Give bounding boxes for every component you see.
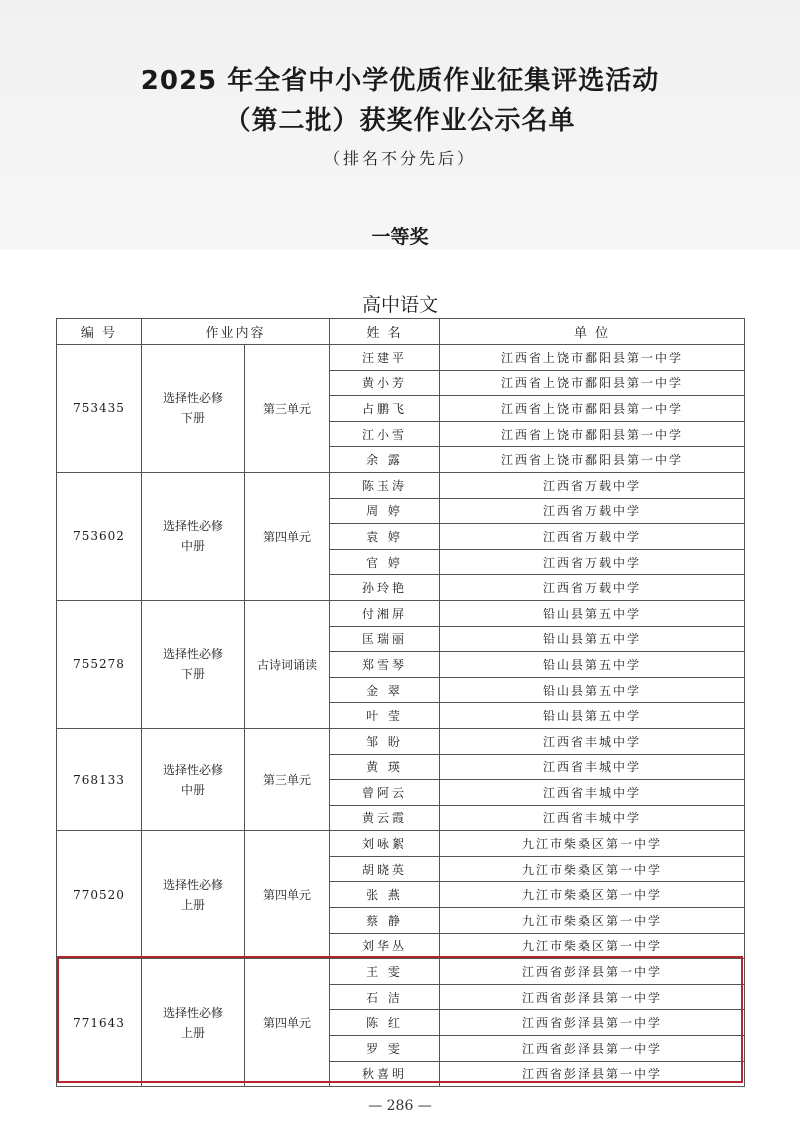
member-name: 张 燕 (330, 882, 440, 908)
member-name: 黄 瑛 (330, 754, 440, 780)
table-row (57, 959, 745, 985)
volume-line-2: 中册 (180, 782, 205, 797)
member-organization: 九江市柴桑区第一中学 (440, 856, 745, 882)
member-organization: 九江市柴桑区第一中学 (440, 933, 745, 959)
member-organization: 铅山县第五中学 (440, 703, 745, 729)
volume-line-2: 上册 (180, 1025, 205, 1040)
member-name: 付湘屏 (330, 600, 440, 626)
volume-line-1: 选择性必修 (162, 391, 223, 406)
member-name: 秋喜明 (330, 1061, 440, 1087)
document-title-line-2: （第二批）获奖作业公示名单 (224, 106, 576, 136)
award-table (56, 318, 745, 1087)
entry-unit-topic: 第三单元 (245, 728, 330, 830)
table-row (57, 345, 745, 371)
member-organization: 江西省万载中学 (440, 472, 745, 498)
member-name: 黄云霞 (330, 805, 440, 831)
table-row (57, 831, 745, 857)
member-organization: 江西省丰城中学 (440, 780, 745, 806)
entry-code: 770520 (57, 831, 142, 959)
member-name: 刘咏絮 (330, 831, 440, 857)
header-content: 作业内容 (142, 319, 330, 345)
member-name: 余 露 (330, 447, 440, 473)
member-organization: 江西省万载中学 (440, 575, 745, 601)
table-body (57, 345, 745, 1087)
member-organization: 江西省上饶市鄱阳县第一中学 (440, 345, 745, 371)
award-level-heading: 一等奖 (371, 226, 429, 248)
member-name: 周 婷 (330, 498, 440, 524)
member-organization: 江西省彭泽县第一中学 (440, 1010, 745, 1036)
table-row (57, 728, 745, 754)
entry-code: 753602 (57, 472, 142, 600)
entry-unit-topic: 第四单元 (245, 472, 330, 600)
table-header-row (57, 319, 745, 345)
volume-line-1: 选择性必修 (162, 762, 223, 777)
volume-line-2: 下册 (180, 411, 205, 426)
member-name: 官 婷 (330, 549, 440, 575)
volume-line-1: 选择性必修 (162, 1005, 223, 1020)
member-name: 陈玉涛 (330, 472, 440, 498)
member-organization: 江西省万载中学 (440, 524, 745, 550)
member-name: 占鹏飞 (330, 396, 440, 422)
header-unit: 单 位 (440, 319, 745, 345)
volume-line-1: 选择性必修 (162, 877, 223, 892)
volume-line-2: 中册 (180, 539, 205, 554)
member-organization: 江西省上饶市鄱阳县第一中学 (440, 396, 745, 422)
volume-line-1: 选择性必修 (162, 647, 223, 662)
entry-code: 768133 (57, 728, 142, 830)
member-name: 石 洁 (330, 984, 440, 1010)
volume-line-2: 上册 (180, 897, 205, 912)
subject-heading: 高中语文 (361, 294, 438, 316)
member-organization: 铅山县第五中学 (440, 652, 745, 678)
member-name: 汪建平 (330, 345, 440, 371)
member-name: 匡瑞丽 (330, 626, 440, 652)
ranking-note: （排名不分先后） (323, 149, 476, 168)
member-organization: 江西省彭泽县第一中学 (440, 984, 745, 1010)
member-name: 胡晓英 (330, 856, 440, 882)
entry-volume (142, 472, 245, 600)
entry-volume (142, 345, 245, 473)
member-organization: 江西省万载中学 (440, 498, 745, 524)
volume-line-2: 下册 (180, 667, 205, 682)
member-organization: 江西省上饶市鄱阳县第一中学 (440, 447, 745, 473)
member-name: 黄小芳 (330, 370, 440, 396)
member-name: 孙玲艳 (330, 575, 440, 601)
member-organization: 江西省彭泽县第一中学 (440, 1036, 745, 1062)
member-name: 刘华丛 (330, 933, 440, 959)
entry-volume (142, 831, 245, 959)
member-organization: 江西省彭泽县第一中学 (440, 1061, 745, 1087)
member-name: 曾阿云 (330, 780, 440, 806)
member-organization: 江西省丰城中学 (440, 754, 745, 780)
member-name: 蔡 静 (330, 908, 440, 934)
header-code: 编 号 (57, 319, 142, 345)
member-name: 袁 婷 (330, 524, 440, 550)
entry-code: 771643 (57, 959, 142, 1087)
member-organization: 九江市柴桑区第一中学 (440, 831, 745, 857)
member-name: 王 雯 (330, 959, 440, 985)
entry-code: 755278 (57, 600, 142, 728)
member-organization: 九江市柴桑区第一中学 (440, 908, 745, 934)
entry-unit-topic: 第四单元 (245, 831, 330, 959)
entry-volume (142, 959, 245, 1087)
member-organization: 江西省彭泽县第一中学 (440, 959, 745, 985)
member-organization: 江西省上饶市鄱阳县第一中学 (440, 421, 745, 447)
entry-unit-topic: 第三单元 (245, 345, 330, 473)
member-name: 郑雪琴 (330, 652, 440, 678)
entry-volume (142, 600, 245, 728)
member-name: 陈 红 (330, 1010, 440, 1036)
member-organization: 九江市柴桑区第一中学 (440, 882, 745, 908)
table-row (57, 600, 745, 626)
entry-unit-topic: 古诗词诵读 (245, 600, 330, 728)
member-organization: 江西省丰城中学 (440, 728, 745, 754)
header-name: 姓 名 (330, 319, 440, 345)
member-organization: 江西省上饶市鄱阳县第一中学 (440, 370, 745, 396)
member-name: 邹 盼 (330, 728, 440, 754)
document-title-line-1: 2025 年全省中小学优质作业征集评选活动 (140, 66, 660, 96)
member-organization: 铅山县第五中学 (440, 677, 745, 703)
entry-volume (142, 728, 245, 830)
member-name: 罗 雯 (330, 1036, 440, 1062)
member-name: 叶 莹 (330, 703, 440, 729)
member-organization: 江西省丰城中学 (440, 805, 745, 831)
page-number: — 286 — (368, 1098, 432, 1114)
member-organization: 江西省万载中学 (440, 549, 745, 575)
table-row (57, 472, 745, 498)
member-organization: 铅山县第五中学 (440, 626, 745, 652)
volume-line-1: 选择性必修 (162, 519, 223, 534)
entry-unit-topic: 第四单元 (245, 959, 330, 1087)
member-name: 金 翠 (330, 677, 440, 703)
member-name: 江小雪 (330, 421, 440, 447)
entry-code: 753435 (57, 345, 142, 473)
member-organization: 铅山县第五中学 (440, 600, 745, 626)
